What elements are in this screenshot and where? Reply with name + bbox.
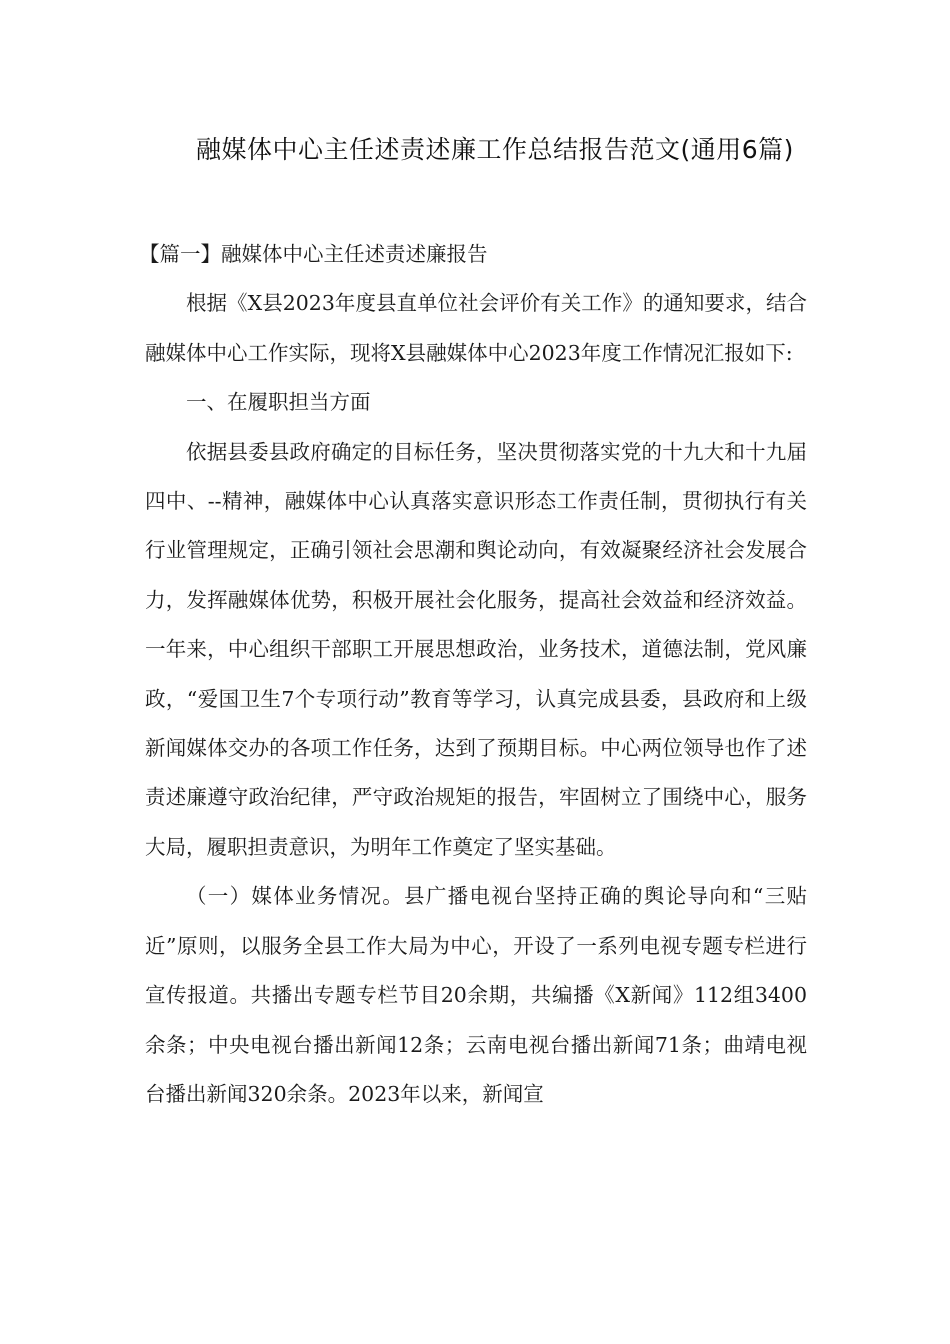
document-body <box>139 230 807 1119</box>
subheading-duty: 一、在履职担当方面 <box>186 390 371 415</box>
paragraph-media-business: （一）媒体业务情况。县广播电视台坚持正确的舆论导向和“三贴近”原则，以服务全县工作大局为中心，开设了一系列电视专题专栏进行宣传报道。共播出专题专栏节目20余期，共编播《X新闻》112组3400余条；中央电视台播出新闻12条；云南电视台播出新闻71条；曲靖电视台播出新闻320余条。2023年以来，新闻宣 <box>145 884 807 1106</box>
document-title: 融媒体中心主任述责述廉工作总结报告范文(通用6篇) <box>196 135 794 164</box>
section-heading: 【篇一】融媒体中心主任述责述廉报告 <box>139 242 488 266</box>
paragraph-duty-body: 依据县委县政府确定的目标任务，坚决贯彻落实党的十九大和十九届四中、--精神，融媒体中心认真落实意识形态工作责任制，贯彻执行有关行业管理规定，正确引领社会思潮和舆论动向，有效凝聚经济社会发展合力，发挥融媒体优势，积极开展社会化服务，提高社会效益和经济效益。一年来，中心组织干部职工开展思想政治，业务技术，道德法制，党风廉政，“爱国卫生7个专项行动”教育等学习，认真完成县委，县政府和上级新闻媒体交办的各项工作任务，达到了预期目标。中心两位领导也作了述责述廉遵守政治纪律，严守政治规矩的报告，牢固树立了围绕中心，服务大局，履职担责意识，为明年工作奠定了坚实基础。 <box>145 439 807 859</box>
paragraph-intro: 根据《X县2023年度县直单位社会评价有关工作》的通知要求，结合融媒体中心工作实际，现将X县融媒体中心2023年度工作情况汇报如下: <box>145 291 807 365</box>
